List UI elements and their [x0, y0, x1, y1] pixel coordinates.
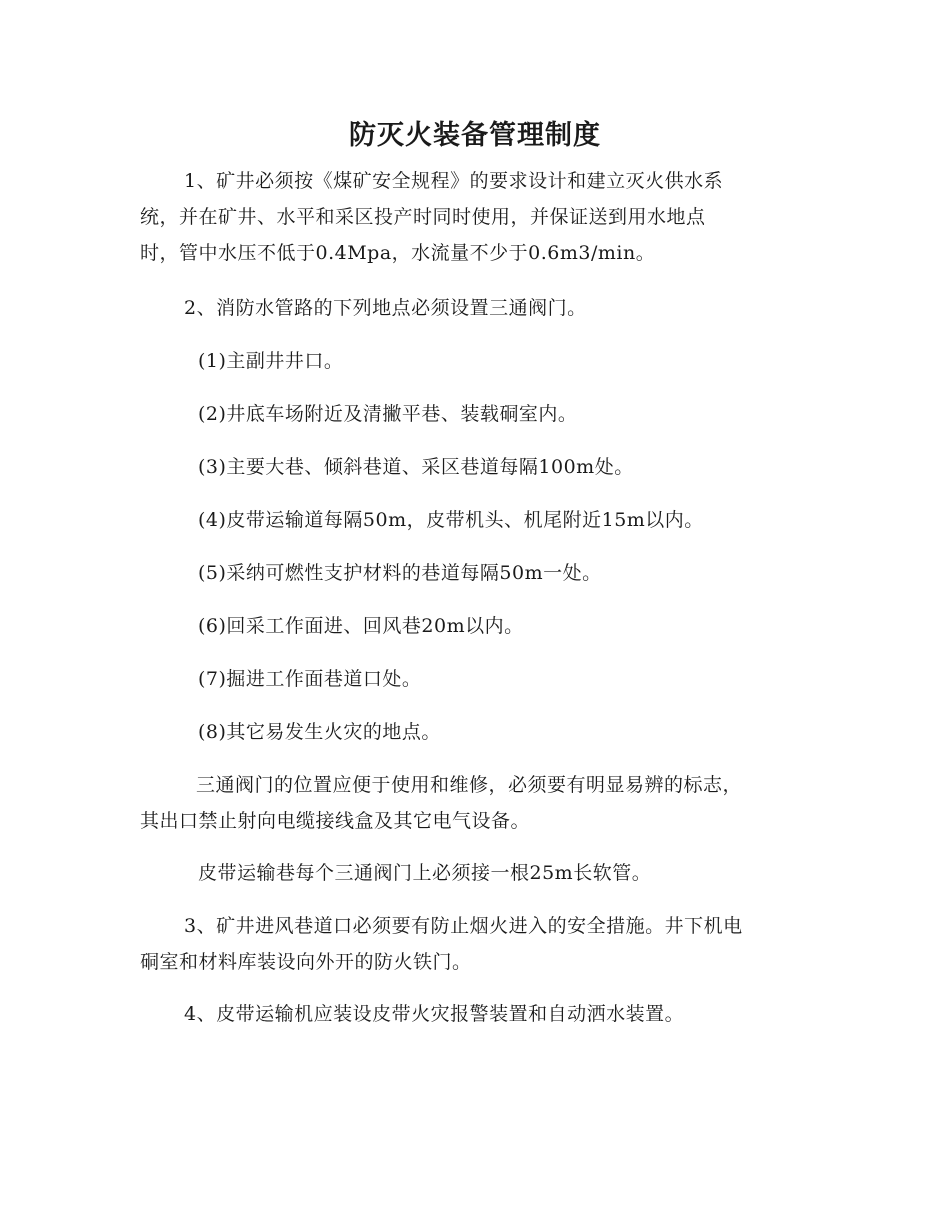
- list-item: (8)其它易发生火灾的地点。: [198, 721, 441, 743]
- paragraph-2-line-1: 2、消防水管路的下列地点必须设置三通阀门。: [184, 297, 587, 319]
- paragraph-3-line-2: 其出口禁止射向电缆接线盒及其它电气设备。: [140, 810, 531, 832]
- list-item: (3)主要大巷、倾斜巷道、采区巷道每隔100m处。: [198, 456, 634, 478]
- paragraph-1-line-3: 时，管中水压不低于0.4Mpa，水流量不少于0.6m3/min。: [140, 242, 656, 264]
- paragraph-1: [140, 163, 808, 271]
- paragraph-5-line-1: 3、矿井进风巷道口必须要有防止烟火进入的安全措施。井下机电: [184, 915, 743, 937]
- list-item: (6)回采工作面进、回风巷20m以内。: [198, 615, 524, 637]
- paragraph-3-line-1: 三通阀门的位置应便于使用和维修，必须要有明显易辨的标志，: [196, 774, 743, 796]
- list-item: (2)井底车场附近及清撇平巷、装载硐室内。: [198, 403, 578, 425]
- paragraph-6: [140, 996, 808, 1032]
- paragraph-4-line-1: 皮带运输巷每个三通阀门上必须接一根25m长软管。: [198, 862, 652, 884]
- list-item: (5)采纳可燃性支护材料的巷道每隔50m一处。: [198, 562, 602, 584]
- paragraph-4: [140, 855, 808, 891]
- list-item: (1)主副井井口。: [198, 350, 344, 372]
- paragraph-3: [140, 767, 808, 839]
- document-title: 防灭火装备管理制度: [349, 120, 601, 151]
- paragraph-5: [140, 908, 808, 980]
- list-item: (7)掘进工作面巷道口处。: [198, 668, 422, 690]
- paragraph-1-line-2: 统，并在矿井、水平和采区投产时同时使用，并保证送到用水地点: [140, 206, 706, 228]
- paragraph-2: [140, 290, 808, 326]
- list-item: (4)皮带运输道每隔50m，皮带机头、机尾附近15m以内。: [198, 509, 704, 531]
- paragraph-5-line-2: 硐室和材料库装设向外开的防火铁门。: [140, 951, 472, 973]
- paragraph-6-line-1: 4、皮带运输机应装设皮带火灾报警装置和自动洒水装置。: [184, 1003, 685, 1025]
- paragraph-1-line-1: 1、矿井必须按《煤矿安全规程》的要求设计和建立灭火供水系: [184, 170, 724, 192]
